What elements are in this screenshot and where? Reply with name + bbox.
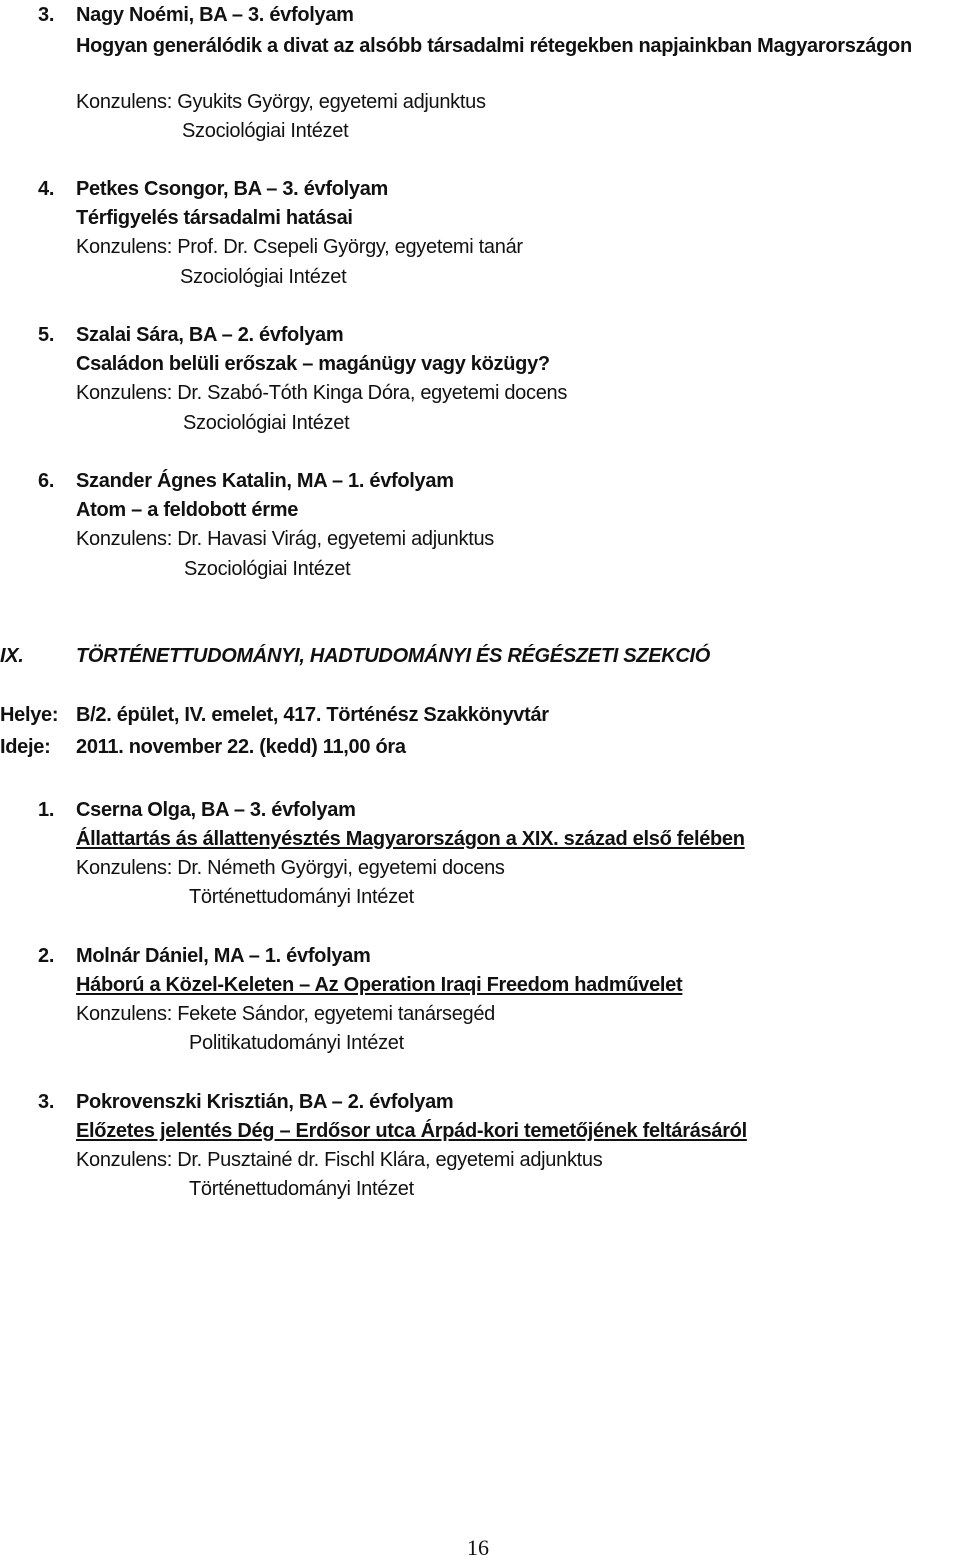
entry-institute: Szociológiai Intézet [183,412,350,434]
entry-institute: Történettudományi Intézet [189,886,414,908]
entry-author: Nagy Noémi, BA – 3. évfolyam [76,4,354,26]
section-number: IX. [0,645,24,667]
page-number: 16 [467,1535,489,1560]
entry-institute: Szociológiai Intézet [184,558,351,580]
entry-advisor: Konzulens: Dr. Németh Györgyi, egyetemi docens [76,857,505,879]
entry-advisor: Konzulens: Prof. Dr. Csepeli György, egyetemi tanár [76,236,523,258]
section-time-value: 2011. november 22. (kedd) 11,00 óra [76,736,406,758]
section-time-label: Ideje: [0,736,51,758]
entry-author: Molnár Dániel, MA – 1. évfolyam [76,945,371,967]
entry-author: Szalai Sára, BA – 2. évfolyam [76,324,344,346]
entry-title: Családon belüli erőszak – magánügy vagy közügy? [76,353,550,375]
entry-title: Hogyan generálódik a divat az alsóbb társadalmi rétegekben napjainkban Magyarországon [76,35,912,57]
entry-number: 4. [38,178,55,200]
section-title: TÖRTÉNETTUDOMÁNYI, HADTUDOMÁNYI ÉS RÉGÉSZETI SZEKCIÓ [76,645,711,667]
entry-title: Háború a Közel-Keleten – Az Operation Iraqi Freedom hadművelet [76,974,683,996]
entry-title: Előzetes jelentés Dég – Erdősor utca Árpád-kori temetőjének feltárásáról [76,1120,747,1142]
entry-advisor: Konzulens: Gyukits György, egyetemi adjunktus [76,91,486,113]
entry-title: Atom – a feldobott érme [76,499,299,521]
entry-institute: Szociológiai Intézet [182,120,349,142]
entry-advisor: Konzulens: Dr. Havasi Virág, egyetemi adjunktus [76,528,494,550]
entry-number: 3. [38,1091,55,1113]
entry-title: Állattartás ás állattenyésztés Magyarországon a XIX. század első felében [76,828,745,850]
entry-author: Szander Ágnes Katalin, MA – 1. évfolyam [76,470,454,492]
entry-number: 6. [38,470,55,492]
entry-number: 3. [38,4,55,26]
entry-author: Pokrovenszki Krisztián, BA – 2. évfolyam [76,1091,454,1113]
entry-advisor: Konzulens: Dr. Szabó-Tóth Kinga Dóra, egyetemi docens [76,382,568,404]
entry-institute: Politikatudományi Intézet [189,1032,404,1054]
section-place-label: Helye: [0,704,59,726]
entry-number: 2. [38,945,55,967]
entry-advisor: Konzulens: Fekete Sándor, egyetemi tanársegéd [76,1003,496,1025]
entry-institute: Történettudományi Intézet [189,1178,414,1200]
entry-author: Cserna Olga, BA – 3. évfolyam [76,799,356,821]
section-place-value: B/2. épület, IV. emelet, 417. Történész Szakkönyvtár [76,704,549,726]
entry-number: 5. [38,324,55,346]
entry-author: Petkes Csongor, BA – 3. évfolyam [76,178,389,200]
entry-number: 1. [38,799,55,821]
entry-title: Térfigyelés társadalmi hatásai [76,207,353,229]
entry-institute: Szociológiai Intézet [180,266,347,288]
entry-advisor: Konzulens: Dr. Pusztainé dr. Fischl Klára, egyetemi adjunktus [76,1149,603,1171]
